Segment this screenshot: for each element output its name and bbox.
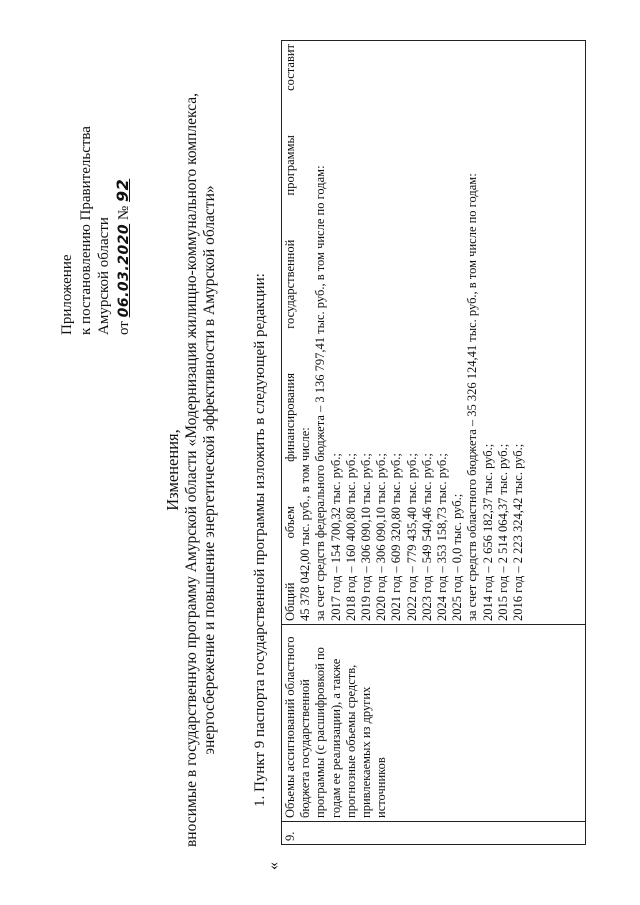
appendix-line-1: к постановлению Правительства <box>77 126 94 335</box>
document-heading <box>164 75 220 865</box>
row-content <box>282 41 586 625</box>
federal-year-2024: 2024 год – 353 158,73 тыс. руб.; <box>435 453 450 621</box>
table-row <box>282 41 586 845</box>
regional-year-2015: 2015 год – 2 514 064,37 тыс. руб.; <box>495 443 510 621</box>
federal-intro: за счет средств федерального бюджета – 3 136 797,41 тыс. руб., в том числе по годам: <box>313 165 328 621</box>
row-description: Объемы ассигнований областного бюджета государственной программы (с расшифровкой по годам ее реализации), а также прогнозные объемы средств, привлекаемых из других источников <box>282 625 586 822</box>
passport-table <box>281 40 586 845</box>
total-line-1: Общий объем финансирования государственной программы составит <box>283 44 297 621</box>
federal-year-2023: 2023 год – 549 540,46 тыс. руб.; <box>419 453 434 621</box>
heading-line-2: энергосбережение и повышение энергетической эффективности в Амурской области» <box>201 185 218 755</box>
federal-year-2018: 2018 год – 160 400,80 тыс. руб.; <box>343 453 358 621</box>
handwritten-number: 92 <box>112 178 132 202</box>
appendix-block <box>58 35 133 335</box>
handwritten-date: 06.03.2020 <box>115 223 132 318</box>
federal-year-2020: 2020 год – 306 090,10 тыс. руб.; <box>374 453 389 621</box>
total-line-2: 45 378 042,00 тыс. руб., в том числе: <box>298 427 313 621</box>
row-number: 9. <box>282 822 586 845</box>
regional-year-2014: 2014 год – 2 656 182,37 тыс. руб.; <box>480 443 495 621</box>
federal-year-2022: 2022 год – 779 435,40 тыс. руб.; <box>404 453 419 621</box>
federal-year-2021: 2021 год – 609 320,80 тыс. руб.; <box>389 453 404 621</box>
federal-year-2025: 2025 год – 0,0 тыс. руб.; <box>450 493 465 621</box>
number-prefix: № <box>115 205 132 221</box>
appendix-title: Приложение <box>59 254 75 335</box>
point-instruction: 1. Пункт 9 паспорта государственной программы изложить в следующей редакции: <box>252 273 268 807</box>
date-prefix: от <box>115 321 132 335</box>
appendix-line-2: Амурской области <box>96 217 112 335</box>
regional-year-2016: 2016 год – 2 223 324,42 тыс. руб.; <box>511 443 526 621</box>
federal-year-2019: 2019 год – 306 090,10 тыс. руб.; <box>359 453 374 621</box>
federal-year-2017: 2017 год – 154 700,32 тыс. руб.; <box>328 453 343 621</box>
appendix-date-row <box>114 35 134 335</box>
regional-intro: за счет средств областного бюджета – 35 326 124,41 тыс. руб., в том числе по годам: <box>465 173 480 621</box>
opening-quote-mark: « <box>265 862 282 870</box>
heading-line-1: вносимые в государственную программу Амурской области «Модернизация жилищно-коммунального комплекса, <box>182 93 200 848</box>
heading-title: Изменения, <box>163 429 182 511</box>
